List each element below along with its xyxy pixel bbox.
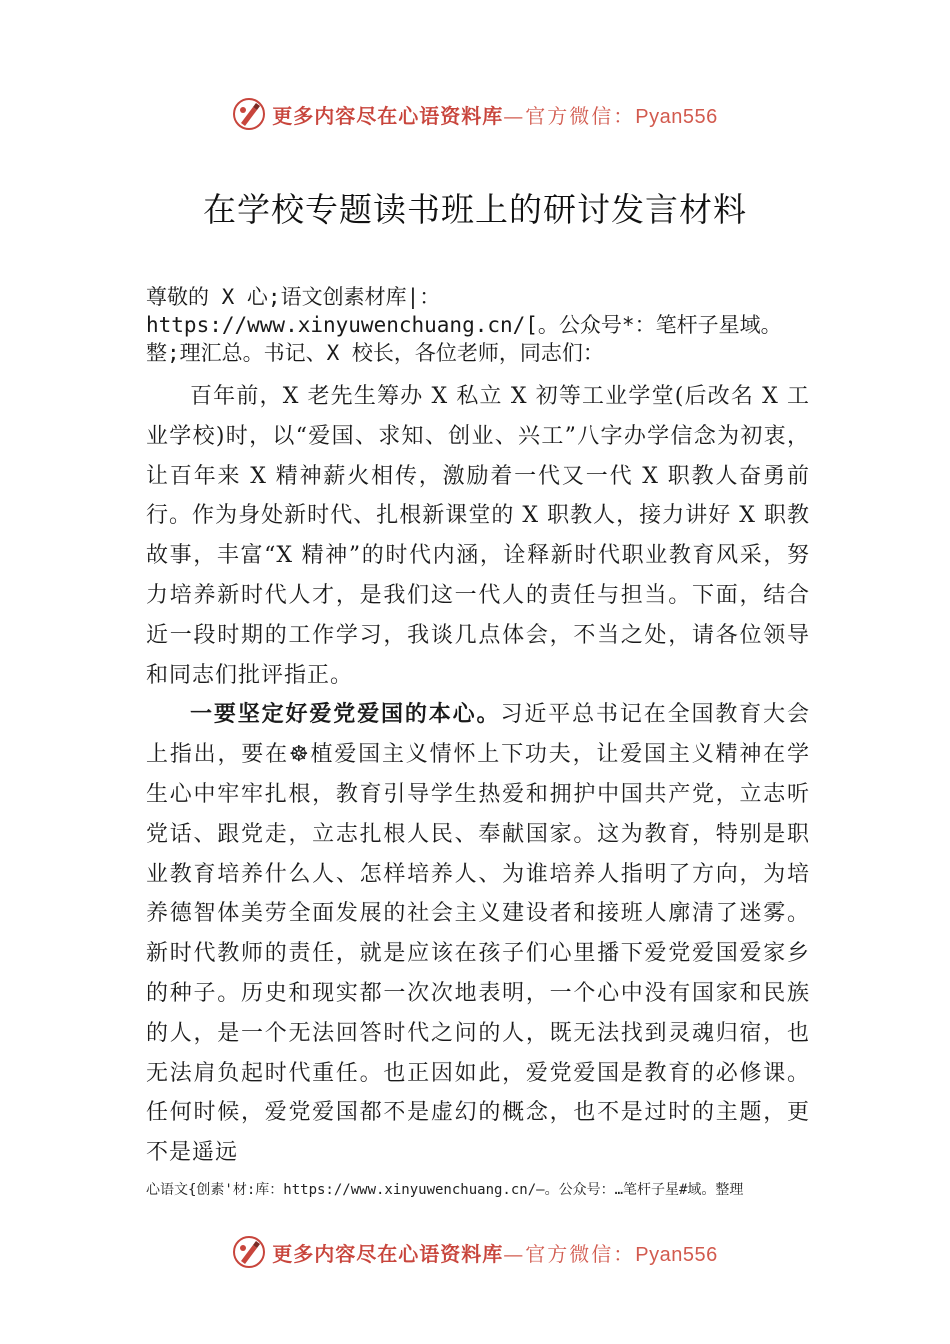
banner-contact-label: 官方微信： [525, 1241, 636, 1266]
salutation-line-1: 尊敬的 X 心;语文创素材库|： [146, 285, 441, 309]
pen-logo-icon [232, 1235, 266, 1269]
top-banner [0, 94, 950, 134]
document-title: 在学校专题读书班上的研讨发言材料 [203, 190, 747, 229]
salutation-block [146, 283, 846, 367]
banner-text: 更多内容尽在心语资料库 [272, 103, 504, 128]
banner-contact-id: Pyan556 [635, 1243, 718, 1266]
banner-separator: — [503, 103, 526, 128]
banner-contact-id: Pyan556 [635, 105, 718, 128]
paragraph-section-1 [146, 695, 810, 1173]
banner-contact [503, 100, 717, 129]
banner-contact-label: 官方微信： [525, 103, 636, 128]
footer-note: 心语文{创素'材:库：https://www.xinyuwenchuang.cn/—。公众号：…笔杆子星#域。整理 [146, 1182, 744, 1198]
banner-text: 更多内容尽在心语资料库 [272, 1241, 504, 1266]
document-body [146, 377, 810, 1173]
bottom-banner [0, 1232, 950, 1272]
salutation-line-3: 整;理汇总。书记、X 校长，各位老师，同志们： [146, 341, 604, 365]
pen-logo-icon [232, 97, 266, 131]
banner-contact [503, 1238, 717, 1267]
salutation-line-2: https://www.xinyuwenchuang.cn/[。公众号*：笔杆子星域。 [146, 313, 782, 337]
banner-separator: — [503, 1241, 526, 1266]
paragraph-intro: 百年前，X 老先生筹办 X 私立 X 初等工业学堂(后改名 X 工业学校)时，以“爱国、求知、创业、兴工”八字办学信念为初衷，让百年来 X 精神薪火相传，激励着一代又一代 X 职教人奋勇前行。作为身处新时代、扎根新课堂的 X 职教人，接力讲好 X 职教故事，丰富“X 精神”的时代内涵，诠释新时代职业教育风采，努力培养新时代人才，是我们这一代人的责任与担当。下面，结合近一段时期的工作学习，我谈几点体会，不当之处，请各位领导和同志们批评指正。 [146, 384, 810, 688]
section-1-text: 习近平总书记在全国教育大会上指出，要在☸植爱国主义情怀上下功夫，让爱国主义精神在学生心中牢牢扎根，教育引导学生热爱和拥护中国共产党，立志听党话、跟党走，立志扎根人民、奉献国家。这为教育，特别是职业教育培养什么人、怎样培养人、为谁培养人指明了方向，为培养德智体美劳全面发展的社会主义建设者和接班人廓清了迷雾。新时代教师的责任，就是应该在孩子们心里播下爱党爱国爱家乡的种子。历史和现实都一次次地表明，一个心中没有国家和民族的人，是一个无法回答时代之问的人，既无法找到灵魂归宿，也无法肩负起时代重任。也正因如此，爱党爱国是教育的必修课。任何时候，爱党爱国都不是虚幻的概念，也不是过时的主题，更不是遥远 [146, 702, 810, 1166]
section-1-heading: 一要坚定好爱党爱国的本心。 [190, 702, 501, 728]
